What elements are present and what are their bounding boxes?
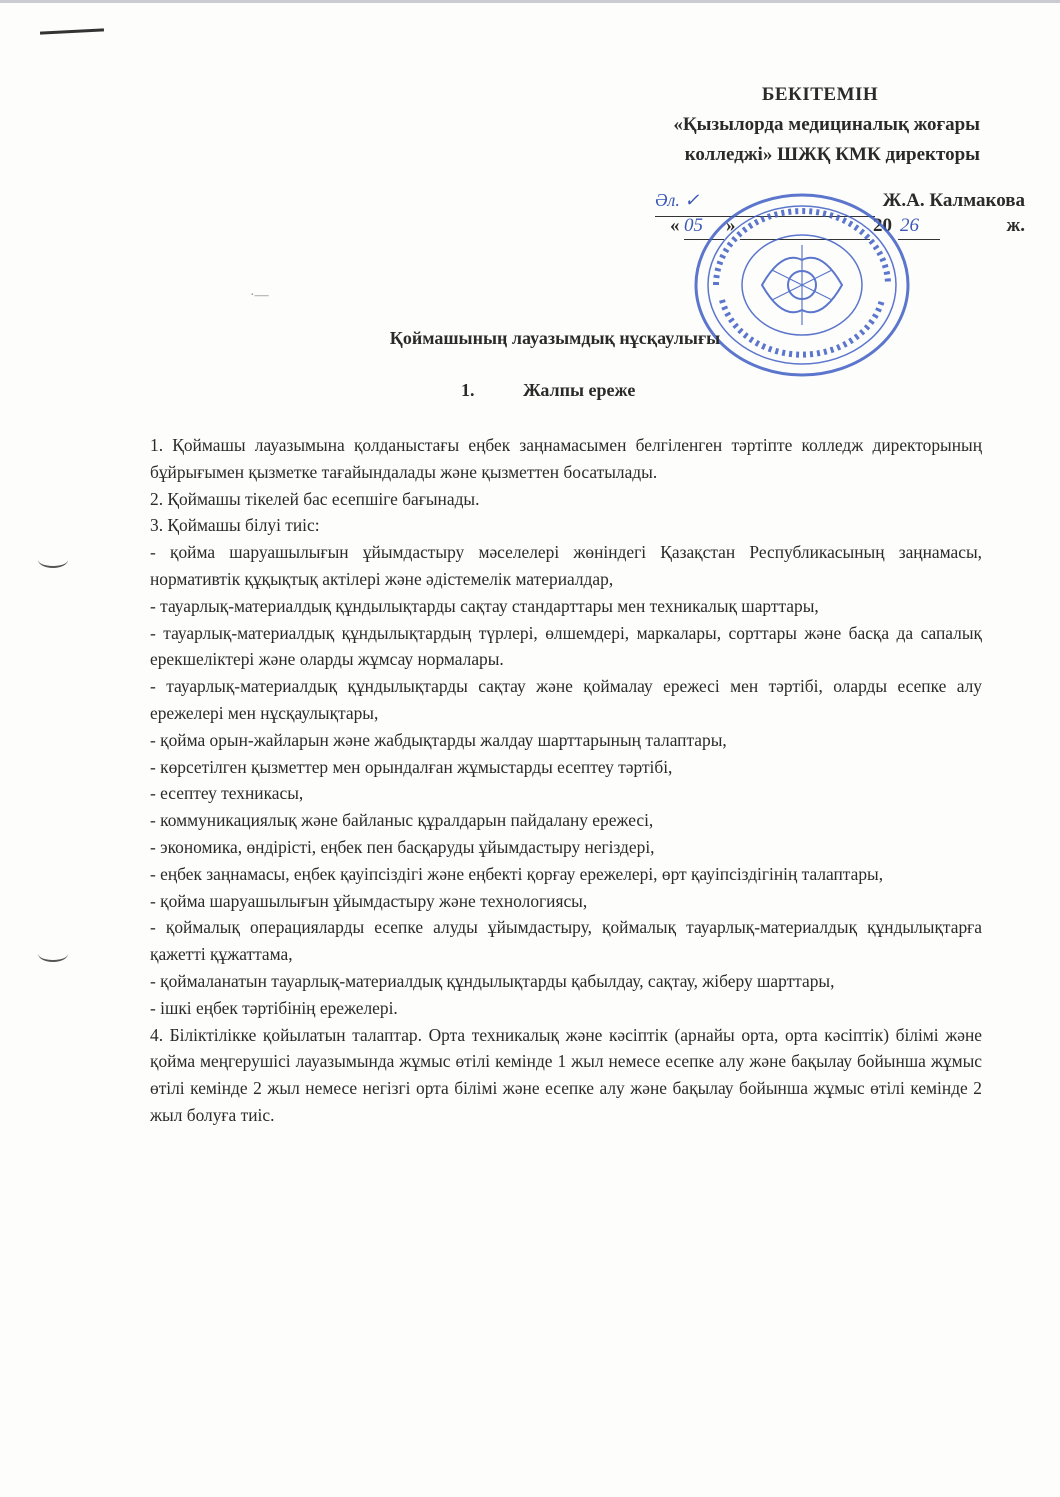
date-close-quote: » <box>726 215 736 236</box>
list-item: - қоймаланатын тауарлық-материалдық құндылықтарды қабылдау, сақтау, жіберу шарттары, <box>150 970 835 991</box>
scan-edge <box>0 0 1060 3</box>
date-day: 05 <box>684 215 703 236</box>
list-item: - ішкі еңбек тәртібінің ережелері. <box>150 997 398 1018</box>
list-item: - көрсетілген қызметтер мен орындалған жұмыстарды есептеу тәртібі, <box>150 756 673 777</box>
paragraph: 2. Қоймашы тікелей бас есепшіге бағынады. <box>150 488 480 509</box>
paragraph: 4. Біліктілікке қойылатын талаптар. Орта техникалық және кәсіптік (арнайы орта, орта кәсіптік) білімі және қойма меңгерушісі лауазымында жұмыс өтілі кемінде 1 жыл немесе есепке алу және бақылау бойынша жұмыс өтілі кемінде 2 жыл немесе негізгі орта білімі және есепке алу және бақылау бойынша жұмыс өтілі кемінде 2 жыл болуға тиіс. <box>150 1024 982 1125</box>
approval-heading: БЕКІТЕМІН <box>761 84 879 105</box>
list-item: - есептеу техникасы, <box>150 783 304 804</box>
section-number: 1. <box>461 380 475 400</box>
list-item: - еңбек заңнамасы, еңбек қауіпсіздігі және еңбекті қорғау ережелері, өрт қауіпсіздігінің талаптары, <box>150 863 884 884</box>
document-title: Қоймашының лауазымдық нұсқаулығы <box>389 328 721 348</box>
approval-line-2: колледжі» ШЖҚ КМК директоры <box>684 144 980 165</box>
list-item: - тауарлық-материалдық құндылықтарды сақтау және қоймалау ережесі мен тәртібі, оларды есепке алу ережелері мен нұсқаулықтары, <box>150 676 982 723</box>
date-year-prefix: 20 <box>873 215 892 236</box>
list-item: - қойма орын-жайларын және жабдықтарды жалдау шарттарының талаптары, <box>150 729 727 750</box>
list-item: - қойма шаруашылығын ұйымдастыру мәселелері жөніндегі Қазақстан Республикасының заңнамасы, нормативтік құқықтық актілері және әдістемелік материалдар, <box>150 542 982 589</box>
list-item: - коммуникациялық және байланыс құралдарын пайдалану ережесі, <box>150 810 654 831</box>
approval-line-1: «Қызылорда медициналық жоғары <box>673 114 980 135</box>
official-seal-stamp <box>692 190 912 380</box>
approval-block <box>540 80 980 170</box>
director-name: Ж.А. Калмакова <box>882 190 1025 211</box>
list-item: - тауарлық-материалдық құндылықтардың түрлері, өлшемдері, маркалары, сорттары және басқа да сапалық ерекшеліктері және оларды жұмсау нормалары. <box>150 622 982 670</box>
date-open-quote: « <box>670 215 680 236</box>
signature-handwriting: Әл. ✓ <box>655 190 700 210</box>
punch-hole-mark <box>38 552 68 568</box>
list-item: - қойма шаруашылығын ұйымдастыру және технологиясы, <box>150 890 588 911</box>
list-item: - қоймалық операцияларды есепке алуды ұйымдастыру, қоймалық тауарлық-материалдық құндылықтарға қажетті құжаттама, <box>150 917 982 965</box>
list-item: - экономика, өндірісті, еңбек пен басқаруды ұйымдастыру негіздері, <box>150 836 655 857</box>
list-item: - тауарлық-материалдық құндылықтарды сақтау стандарттары мен техникалық шарттары, <box>150 595 819 616</box>
pencil-mark: ·— <box>250 288 269 303</box>
date-year: 26 <box>900 215 919 236</box>
document-body <box>150 432 982 1129</box>
section-title: Жалпы ереже <box>523 380 636 400</box>
date-suffix: ж. <box>1006 215 1025 236</box>
punch-hole-mark <box>38 946 68 962</box>
paragraph: 3. Қоймашы білуі тиіс: <box>150 515 320 536</box>
paragraph: 1. Қоймашы лауазымына қолданыстағы еңбек заңнамасымен белгіленген тәртіпте колледж директорының бұйрығымен қызметке тағайындалады және қызметтен босатылады. <box>150 435 982 482</box>
scan-mark <box>40 28 104 34</box>
